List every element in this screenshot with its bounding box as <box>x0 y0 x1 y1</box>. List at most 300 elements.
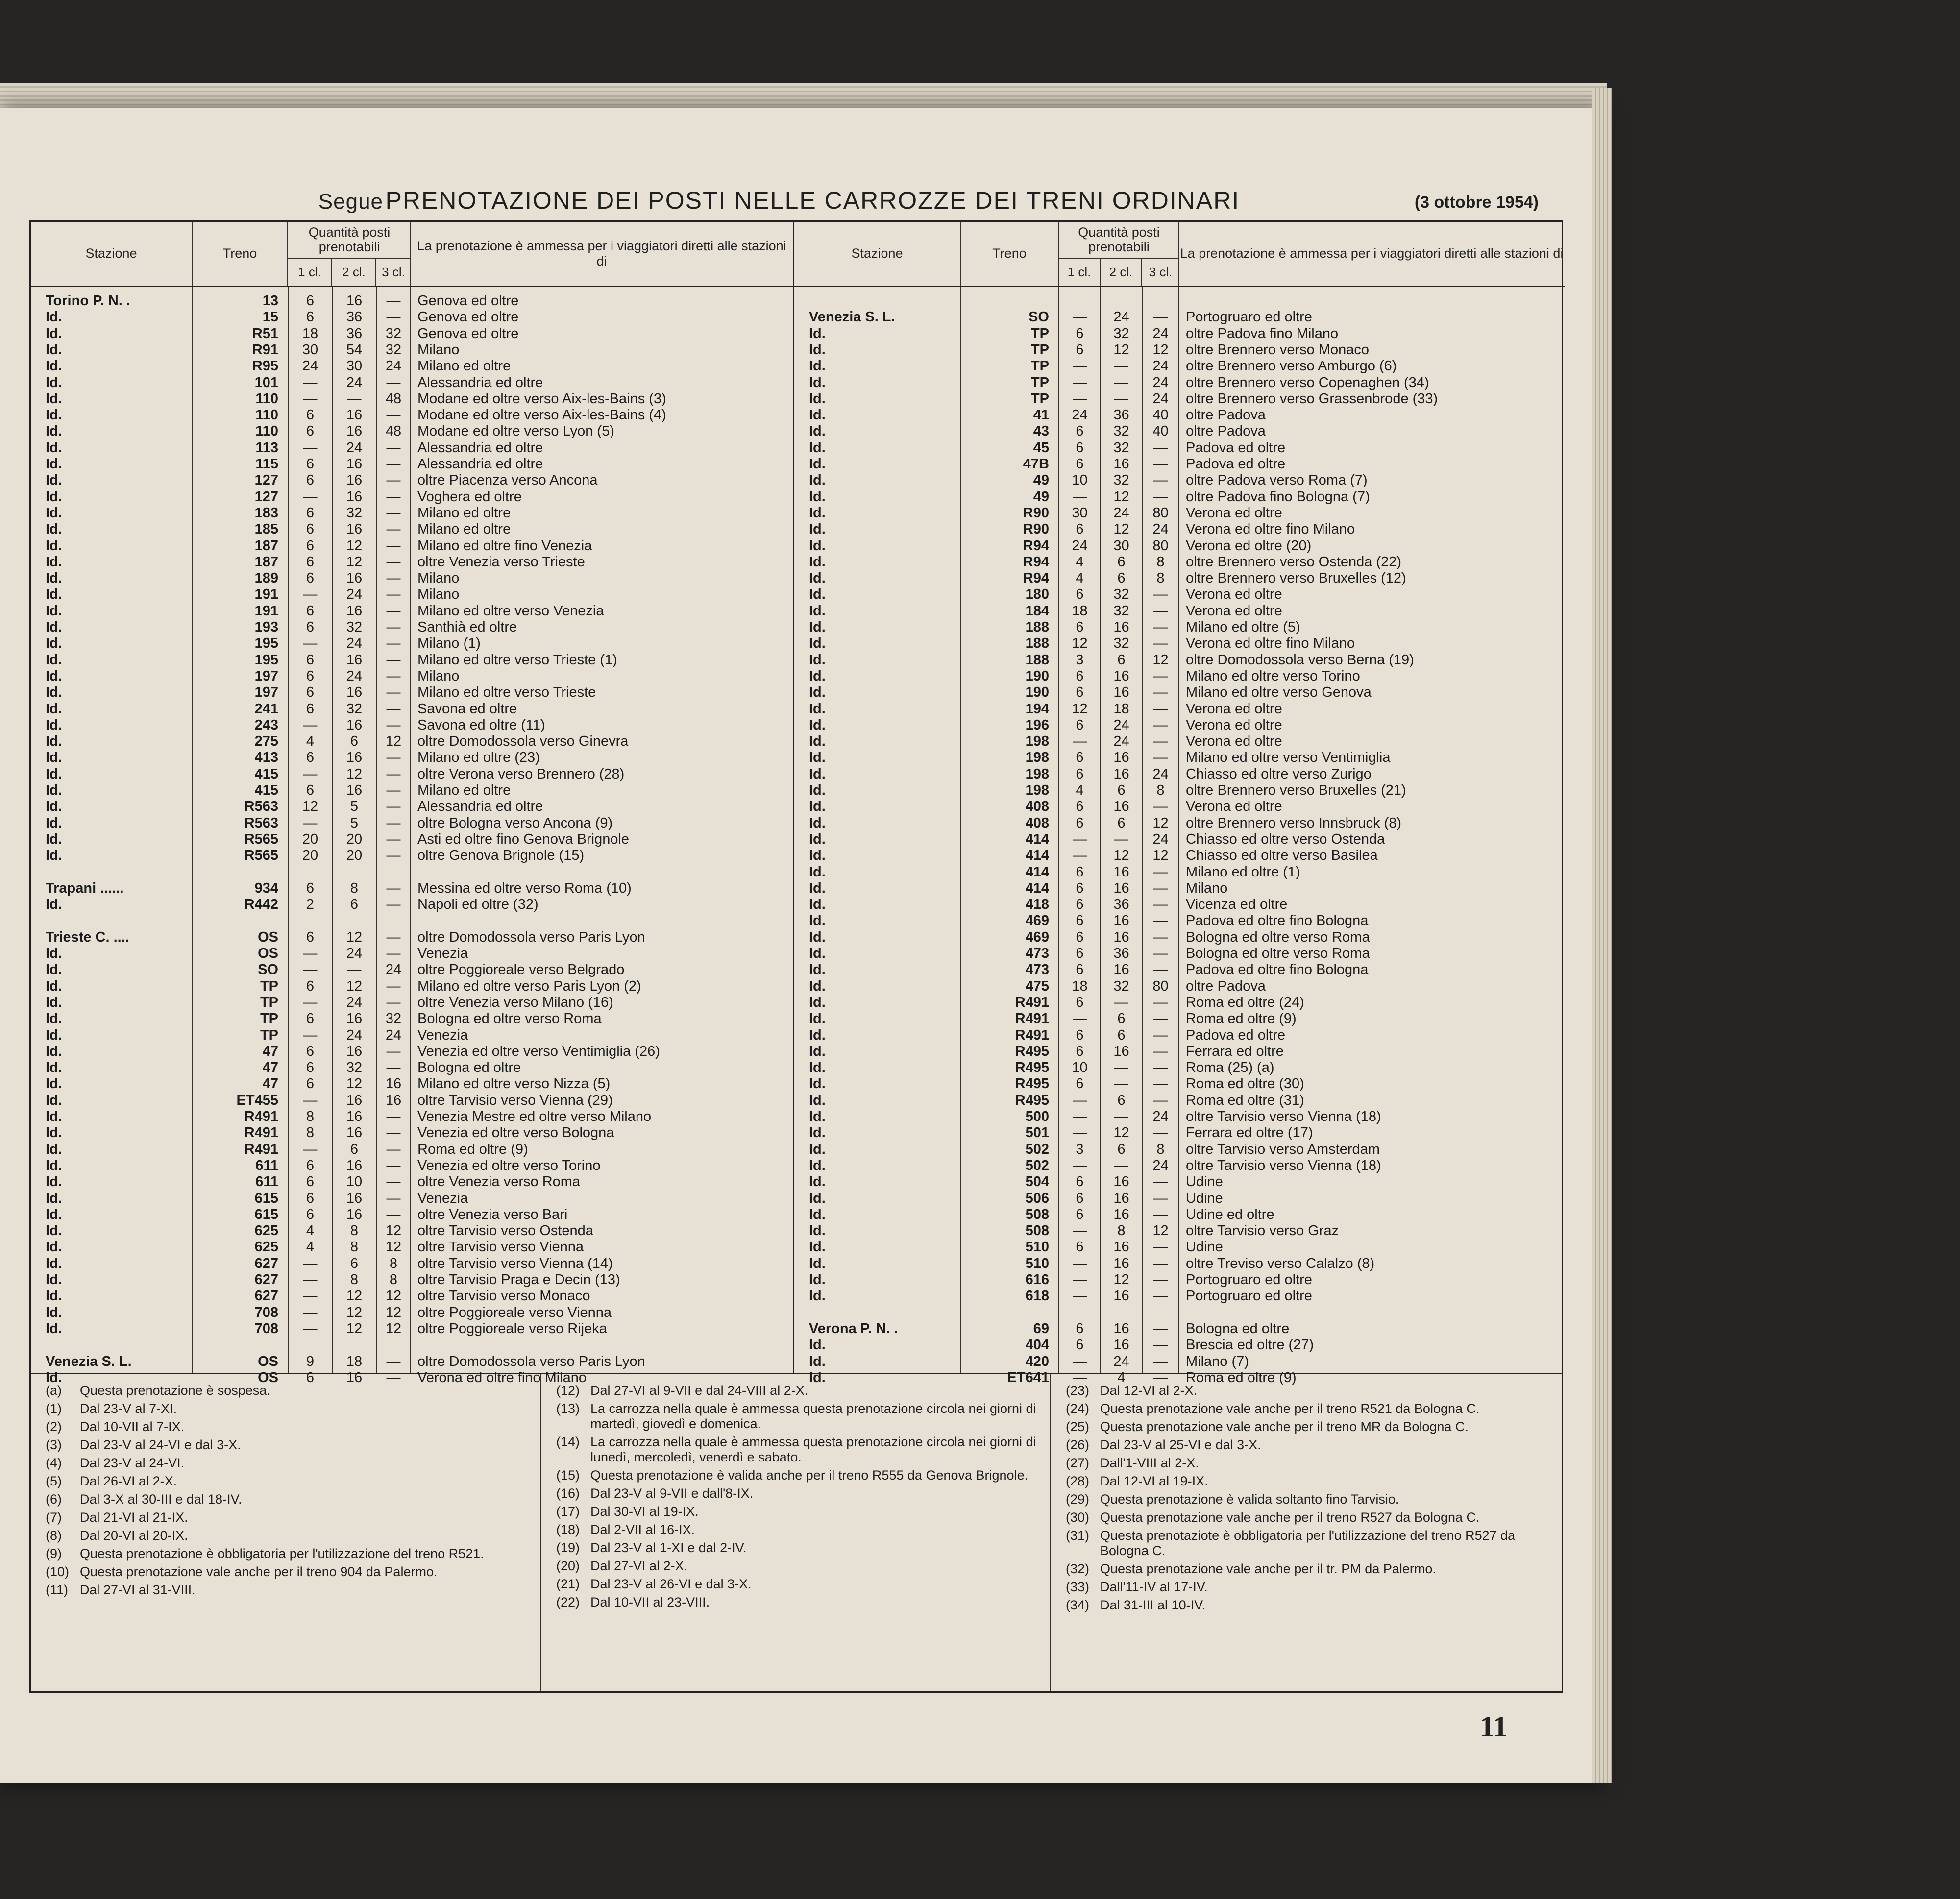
table-row <box>31 1256 793 1272</box>
class2-cell: 24 <box>1113 1353 1129 1369</box>
class2-cell: 32 <box>346 1060 363 1076</box>
table-row <box>31 1272 793 1288</box>
table-row <box>794 538 1565 554</box>
class2-cell: 36 <box>1113 946 1129 961</box>
class1-cell: 6 <box>1076 766 1084 782</box>
train-cell: TP <box>260 1011 278 1027</box>
train-cell: 47B <box>1023 456 1049 472</box>
station-cell: Id. <box>809 1174 826 1190</box>
header-stazione: Stazione <box>31 222 193 286</box>
station-cell: Id. <box>46 1288 62 1304</box>
station-cell: Id. <box>809 782 826 798</box>
destination-cell: Milano (7) <box>1186 1353 1249 1369</box>
class2-cell: 32 <box>1113 635 1129 652</box>
footnote <box>556 1486 1044 1501</box>
train-cell: 13 <box>262 293 278 309</box>
destination-cell: oltre Poggioreale verso Vienna <box>417 1304 612 1320</box>
train-cell: 113 <box>255 439 278 456</box>
destination-cell: Verona ed oltre <box>1186 586 1282 603</box>
table-row <box>794 766 1565 782</box>
class3-cell: — <box>1153 439 1168 456</box>
class1-cell: — <box>1073 1353 1087 1369</box>
train-cell: 625 <box>254 1223 278 1239</box>
station-cell <box>794 293 961 309</box>
train-cell: OS <box>258 946 278 961</box>
class3-cell: — <box>386 554 401 570</box>
destination-cell: oltre Brennero verso Copenaghen (34) <box>1186 374 1429 390</box>
destination-cell: Roma ed oltre (9) <box>417 1141 528 1157</box>
train-cell: R90 <box>1023 505 1049 521</box>
class1-cell: — <box>303 946 318 961</box>
table-right-half <box>794 222 1565 1386</box>
footnote-key: (30) <box>1066 1510 1090 1525</box>
class3-cell: 24 <box>385 358 402 374</box>
station-cell: Id. <box>46 488 62 505</box>
class3-cell: — <box>1153 1027 1168 1043</box>
class3-cell: — <box>1153 1206 1168 1222</box>
train-cell: 611 <box>255 1157 278 1173</box>
station-cell: Verona P. N. . <box>809 1320 898 1337</box>
class2-cell: — <box>347 962 362 978</box>
destination-cell: Genova ed oltre <box>417 293 519 309</box>
destination-cell: Napoli ed oltre (32) <box>417 897 539 913</box>
footnote-text: Questa prenotazione vale anche per il treno 904 da Palermo. <box>80 1564 438 1579</box>
destination-cell: oltre Venezia verso Trieste <box>417 554 585 570</box>
class2-cell: 30 <box>1113 537 1129 554</box>
table-row <box>31 1011 793 1027</box>
destination-cell: oltre Brennero verso Bruxelles (21) <box>1186 782 1406 798</box>
footnote-key: (18) <box>556 1522 580 1537</box>
station-cell: Id. <box>46 374 62 390</box>
header-treno: Treno <box>193 222 288 286</box>
destination-cell: oltre Padova <box>1186 423 1266 439</box>
train-cell <box>961 293 1059 309</box>
train-cell: 469 <box>1025 929 1049 945</box>
destination-cell: Milano ed oltre fino Venezia <box>417 537 592 554</box>
class1-cell: 6 <box>1076 717 1084 733</box>
station-cell: Id. <box>46 325 62 341</box>
class2-cell: 6 <box>1117 1092 1126 1108</box>
station-cell: Trieste C. .... <box>46 929 129 945</box>
train-cell: 110 <box>255 407 278 423</box>
class1-cell: 12 <box>1072 635 1088 652</box>
station-cell: Id. <box>46 962 62 978</box>
station-cell: Id. <box>46 505 62 521</box>
station-cell: Id. <box>46 733 62 750</box>
class1-cell: 6 <box>306 1060 315 1076</box>
class2-cell: — <box>1114 358 1128 374</box>
table-row <box>794 668 1565 684</box>
train-cell: OS <box>258 1369 278 1386</box>
station-cell: Id. <box>46 750 62 766</box>
class1-cell: — <box>303 1304 318 1320</box>
footnote-key: (31) <box>1066 1528 1090 1543</box>
class2-cell: 12 <box>1113 341 1129 358</box>
table-row <box>794 1191 1565 1207</box>
table-row <box>31 423 793 439</box>
class1-cell: 24 <box>1072 407 1088 423</box>
table-row <box>794 375 1565 391</box>
class2-cell: 16 <box>1113 1337 1129 1353</box>
class3-cell: — <box>1153 864 1168 880</box>
class3-cell: — <box>386 946 401 961</box>
class3-cell: — <box>386 488 401 505</box>
header-title: PRENOTAZIONE DEI POSTI NELLE CARROZZE DEI TRENI ORDINARI <box>385 187 1240 214</box>
train-cell: 185 <box>254 521 278 537</box>
footnote-text: Questa prenotazione vale anche per il treno R527 da Bologna C. <box>1100 1510 1480 1525</box>
destination-cell: Venezia ed oltre verso Torino <box>417 1157 601 1173</box>
footnote <box>46 1383 535 1398</box>
class2-cell: 36 <box>346 309 363 325</box>
station-cell: Id. <box>809 1255 826 1271</box>
destination-cell: oltre Brennero verso Monaco <box>1186 341 1369 358</box>
class3-cell: — <box>1153 1125 1168 1141</box>
table-row <box>794 1109 1565 1125</box>
class2-cell: 8 <box>350 1272 359 1288</box>
train-cell: 508 <box>1025 1206 1049 1222</box>
table-row <box>794 1288 1565 1304</box>
footnotes-column-2 <box>540 1374 1050 1691</box>
class1-cell: 6 <box>1076 1043 1084 1059</box>
header-quantita: Quantità posti prenotabili <box>288 222 411 259</box>
class3-cell: — <box>386 586 401 603</box>
class2-cell: 32 <box>1113 603 1129 619</box>
train-cell: R94 <box>1023 537 1049 554</box>
footnote <box>46 1437 535 1453</box>
class1-cell: 3 <box>1076 652 1084 668</box>
class1-cell: 6 <box>306 1206 315 1222</box>
station-cell: Id. <box>809 1223 826 1239</box>
footnote-key: (24) <box>1066 1401 1090 1416</box>
footnote-key: (15) <box>556 1468 580 1483</box>
destination-cell: Venezia <box>417 946 468 961</box>
class3-cell: — <box>386 1043 401 1059</box>
train-cell: 193 <box>254 619 278 635</box>
class2-cell: — <box>1114 1060 1128 1076</box>
class3-cell: 12 <box>385 1239 402 1255</box>
class2-cell: 4 <box>1117 1369 1126 1386</box>
class3-cell: — <box>386 635 401 652</box>
class1-cell <box>288 913 332 929</box>
station-cell: Id. <box>46 848 62 864</box>
train-cell: 414 <box>1025 880 1049 896</box>
destination-cell: Milano <box>417 341 460 358</box>
class1-cell: 6 <box>1076 1027 1084 1043</box>
class3-cell: — <box>386 978 401 994</box>
station-cell: Id. <box>46 1141 62 1157</box>
class3-cell: — <box>1153 946 1168 961</box>
footnote-text: Dal 10-VII al 23-VIII. <box>590 1595 710 1609</box>
footnote <box>1066 1401 1559 1416</box>
station-cell: Id. <box>46 1255 62 1271</box>
destination-cell: Portogruaro ed oltre <box>1186 1288 1312 1304</box>
station-cell: Id. <box>46 782 62 798</box>
class1-cell: 6 <box>306 782 315 798</box>
table-row <box>31 913 793 929</box>
class1-cell: 6 <box>306 619 315 635</box>
footnotes-column-3 <box>1050 1374 1565 1691</box>
class2-cell: 16 <box>346 423 363 439</box>
class3-cell <box>376 864 411 880</box>
station-cell: Id. <box>46 799 62 815</box>
class3-cell: — <box>1153 1174 1168 1190</box>
station-cell <box>794 1305 961 1321</box>
class2-cell: 16 <box>346 1109 363 1124</box>
class1-cell: 6 <box>1076 586 1084 603</box>
table-row <box>31 1337 793 1353</box>
train-cell: 504 <box>1025 1174 1049 1190</box>
footnote <box>556 1383 1044 1398</box>
destination-cell: oltre Brennero verso Amburgo (6) <box>1186 358 1397 374</box>
train-cell: R565 <box>244 848 278 864</box>
station-cell: Id. <box>46 831 62 847</box>
class3-cell: — <box>386 309 401 325</box>
train-cell: 413 <box>254 750 278 766</box>
table-row <box>31 538 793 554</box>
train-cell: 618 <box>1025 1288 1049 1304</box>
train-cell: 615 <box>254 1206 278 1222</box>
class1-cell <box>1059 1305 1101 1321</box>
footnote-text: Dal 3-X al 30-III e dal 18-IV. <box>80 1492 242 1507</box>
class2-cell: 6 <box>350 1255 359 1271</box>
station-cell: Id. <box>46 1369 62 1386</box>
destination-cell: oltre Domodossola verso Ginevra <box>417 733 629 750</box>
train-cell: 47 <box>262 1043 278 1059</box>
station-cell: Id. <box>809 341 826 358</box>
station-cell: Id. <box>809 668 826 684</box>
train-cell: R491 <box>244 1109 278 1124</box>
table-row <box>31 1191 793 1207</box>
class2-cell: 16 <box>346 1092 363 1108</box>
footnote-text: La carrozza nella quale è ammessa questa prenotazione circola nei giorni di martedì, giovedì e domenica. <box>590 1401 1036 1431</box>
header-class-2: 2 cl. <box>332 259 376 286</box>
class1-cell: — <box>1073 1092 1087 1108</box>
footnote-text: Dal 30-VI al 19-IX. <box>590 1504 699 1519</box>
footnote-key: (19) <box>556 1540 580 1555</box>
table-row <box>31 1223 793 1239</box>
destination-cell: oltre Verona verso Brennero (28) <box>417 766 625 782</box>
station-cell: Id. <box>809 1109 826 1124</box>
train-cell: R495 <box>1015 1060 1049 1076</box>
class2-cell: 16 <box>1113 750 1129 766</box>
station-cell: Id. <box>46 439 62 456</box>
table-row <box>794 1044 1565 1060</box>
class1-cell: 6 <box>1076 946 1084 961</box>
station-cell: Id. <box>809 374 826 390</box>
table-row <box>794 423 1565 439</box>
footnote <box>1066 1561 1559 1577</box>
station-cell: Id. <box>809 603 826 619</box>
train-cell: R90 <box>1023 521 1049 537</box>
station-cell: Id. <box>809 635 826 652</box>
table-row <box>794 1027 1565 1044</box>
destination-cell: Alessandria ed oltre <box>417 374 543 390</box>
table-row <box>794 342 1565 358</box>
footnote <box>1066 1492 1559 1507</box>
station-cell: Id. <box>46 1043 62 1059</box>
station-cell: Id. <box>809 1206 826 1222</box>
station-cell: Id. <box>809 456 826 472</box>
station-cell: Id. <box>46 946 62 961</box>
footnote-text: Questa prenotazione vale anche per il treno R521 da Bologna C. <box>1100 1401 1480 1416</box>
footnote-text: Dal 23-V al 24-VI. <box>80 1456 185 1470</box>
class1-cell: — <box>303 1255 318 1271</box>
footnote <box>556 1401 1044 1432</box>
class2-cell: 24 <box>346 635 363 652</box>
class1-cell: 6 <box>1076 684 1084 701</box>
footnote <box>46 1401 535 1416</box>
destination-cell <box>1179 293 1565 309</box>
train-cell: 418 <box>1025 897 1049 913</box>
table-row <box>31 897 793 913</box>
train-cell: 180 <box>1025 586 1049 603</box>
destination-cell: Modane ed oltre verso Aix-les-Bains (3) <box>417 390 666 407</box>
class1-cell: 6 <box>306 521 315 537</box>
class1-cell: — <box>303 390 318 407</box>
class1-cell: 6 <box>1076 456 1084 472</box>
train-cell: 194 <box>1025 701 1049 717</box>
class1-cell: 6 <box>1076 815 1084 831</box>
destination-cell: Milano ed oltre <box>417 505 511 521</box>
class2-cell: 5 <box>350 799 359 815</box>
page-header <box>0 186 1558 216</box>
class3-cell: 80 <box>1152 505 1169 521</box>
station-cell: Id. <box>809 1043 826 1059</box>
table-row <box>794 652 1565 668</box>
destination-cell: Milano ed oltre verso Venezia <box>417 603 604 619</box>
class3-cell: 24 <box>1152 1157 1169 1173</box>
class3-cell: — <box>1153 1190 1168 1206</box>
class1-cell: — <box>303 717 318 733</box>
footnote-text: Questa prenotazione è obbligatoria per l'utilizzazione del treno R521. <box>80 1546 484 1561</box>
table-row <box>794 864 1565 880</box>
station-cell: Id. <box>809 1011 826 1027</box>
class1-cell: 6 <box>1076 750 1084 766</box>
destination-cell: Venezia <box>417 1190 468 1206</box>
class1-cell: 6 <box>306 1190 315 1206</box>
header-destinazione: La prenotazione è ammessa per i viaggiatori diretti alle stazioni di <box>417 238 786 268</box>
table-row <box>794 505 1565 521</box>
station-cell: Id. <box>46 619 62 635</box>
destination-cell: oltre Tarvisio verso Ostenda <box>417 1223 593 1239</box>
footnote-key: (10) <box>46 1564 70 1579</box>
train-cell: 625 <box>254 1239 278 1255</box>
train-cell: R91 <box>252 341 278 358</box>
station-cell: Id. <box>809 978 826 994</box>
class3-cell: — <box>386 668 401 684</box>
station-cell: Id. <box>46 1223 62 1239</box>
train-cell: 708 <box>254 1320 278 1337</box>
destination-cell: oltre Tarvisio verso Amsterdam <box>1186 1141 1380 1157</box>
station-cell: Venezia S. L. <box>809 309 895 325</box>
class1-cell: 18 <box>1072 978 1088 994</box>
table-row <box>31 733 793 750</box>
table-row <box>794 1223 1565 1239</box>
class1-cell: 6 <box>1076 439 1084 456</box>
class3-cell: — <box>386 1190 401 1206</box>
class2-cell: 16 <box>346 1011 363 1027</box>
table-row <box>31 1207 793 1223</box>
table-row <box>31 293 793 309</box>
train-cell: 502 <box>1025 1141 1049 1157</box>
station-cell: Id. <box>809 1190 826 1206</box>
destination-cell <box>411 1337 793 1353</box>
destination-cell: oltre Padova fino Bologna (7) <box>1186 488 1370 505</box>
class2-cell: 6 <box>350 733 359 750</box>
class2-cell: 18 <box>1113 701 1129 717</box>
class3-cell: — <box>386 782 401 798</box>
destination-cell: Chiasso ed oltre verso Basilea <box>1186 848 1378 864</box>
footnote-key: (16) <box>556 1486 580 1501</box>
class1-cell: — <box>303 1288 318 1304</box>
table-row <box>31 603 793 619</box>
station-cell: Id. <box>809 423 826 439</box>
train-cell: 69 <box>1033 1320 1049 1337</box>
table-row <box>794 1354 1565 1370</box>
train-cell: 110 <box>255 390 278 407</box>
class1-cell <box>288 1337 332 1353</box>
class1-cell: 4 <box>1076 554 1084 570</box>
destination-cell: Modane ed oltre verso Lyon (5) <box>417 423 614 439</box>
class3-cell: — <box>1153 1288 1168 1304</box>
train-cell: 469 <box>1025 913 1049 929</box>
class2-cell: 24 <box>346 668 363 684</box>
table-row <box>794 782 1565 799</box>
class1-cell: — <box>1073 309 1087 325</box>
class3-cell: 48 <box>385 423 402 439</box>
footnote-text: Dal 27-VI al 31-VIII. <box>80 1582 196 1597</box>
station-cell: Id. <box>809 521 826 537</box>
train-cell: 110 <box>255 423 278 439</box>
station-cell: Id. <box>809 1092 826 1108</box>
class3-cell: 12 <box>385 1320 402 1337</box>
class2-cell: 8 <box>350 1239 359 1255</box>
table-row <box>794 1142 1565 1158</box>
class2-cell: 24 <box>1113 505 1129 521</box>
destination-cell: Venezia ed oltre verso Bologna <box>417 1125 614 1141</box>
destination-cell: Verona ed oltre <box>1186 733 1282 750</box>
destination-cell: Udine <box>1186 1239 1223 1255</box>
class2-cell: 6 <box>1117 570 1126 586</box>
table-row <box>794 1272 1565 1288</box>
class1-cell: 6 <box>1076 1076 1084 1092</box>
class2-cell: 12 <box>346 766 363 782</box>
class3-cell: — <box>386 799 401 815</box>
table-row <box>794 1060 1565 1076</box>
table-row <box>794 897 1565 913</box>
table-row <box>31 864 793 880</box>
train-cell: 611 <box>255 1174 278 1190</box>
table-row <box>31 799 793 815</box>
class2-cell: 16 <box>346 456 363 472</box>
train-cell: 501 <box>1025 1125 1049 1141</box>
train-cell: 49 <box>1033 488 1049 505</box>
station-cell: Id. <box>46 586 62 603</box>
destination-cell: Milano ed oltre verso Trieste (1) <box>417 652 617 668</box>
table-row <box>794 1321 1565 1337</box>
destination-cell: oltre Tarvisio verso Vienna (14) <box>417 1255 613 1271</box>
class3-cell: — <box>386 897 401 913</box>
class2-cell: — <box>1114 1109 1128 1124</box>
class1-cell: 6 <box>1076 1190 1084 1206</box>
train-cell: R442 <box>244 897 278 913</box>
footnote-text: Dal 12-VI al 19-IX. <box>1100 1474 1208 1488</box>
destination-cell: Roma ed oltre (9) <box>1186 1011 1297 1027</box>
table-row <box>794 603 1565 619</box>
footnote-text: Dal 23-V al 1-XI e dal 2-IV. <box>590 1540 747 1555</box>
destination-cell: oltre Treviso verso Calalzo (8) <box>1186 1255 1375 1271</box>
class2-cell <box>1101 293 1142 309</box>
